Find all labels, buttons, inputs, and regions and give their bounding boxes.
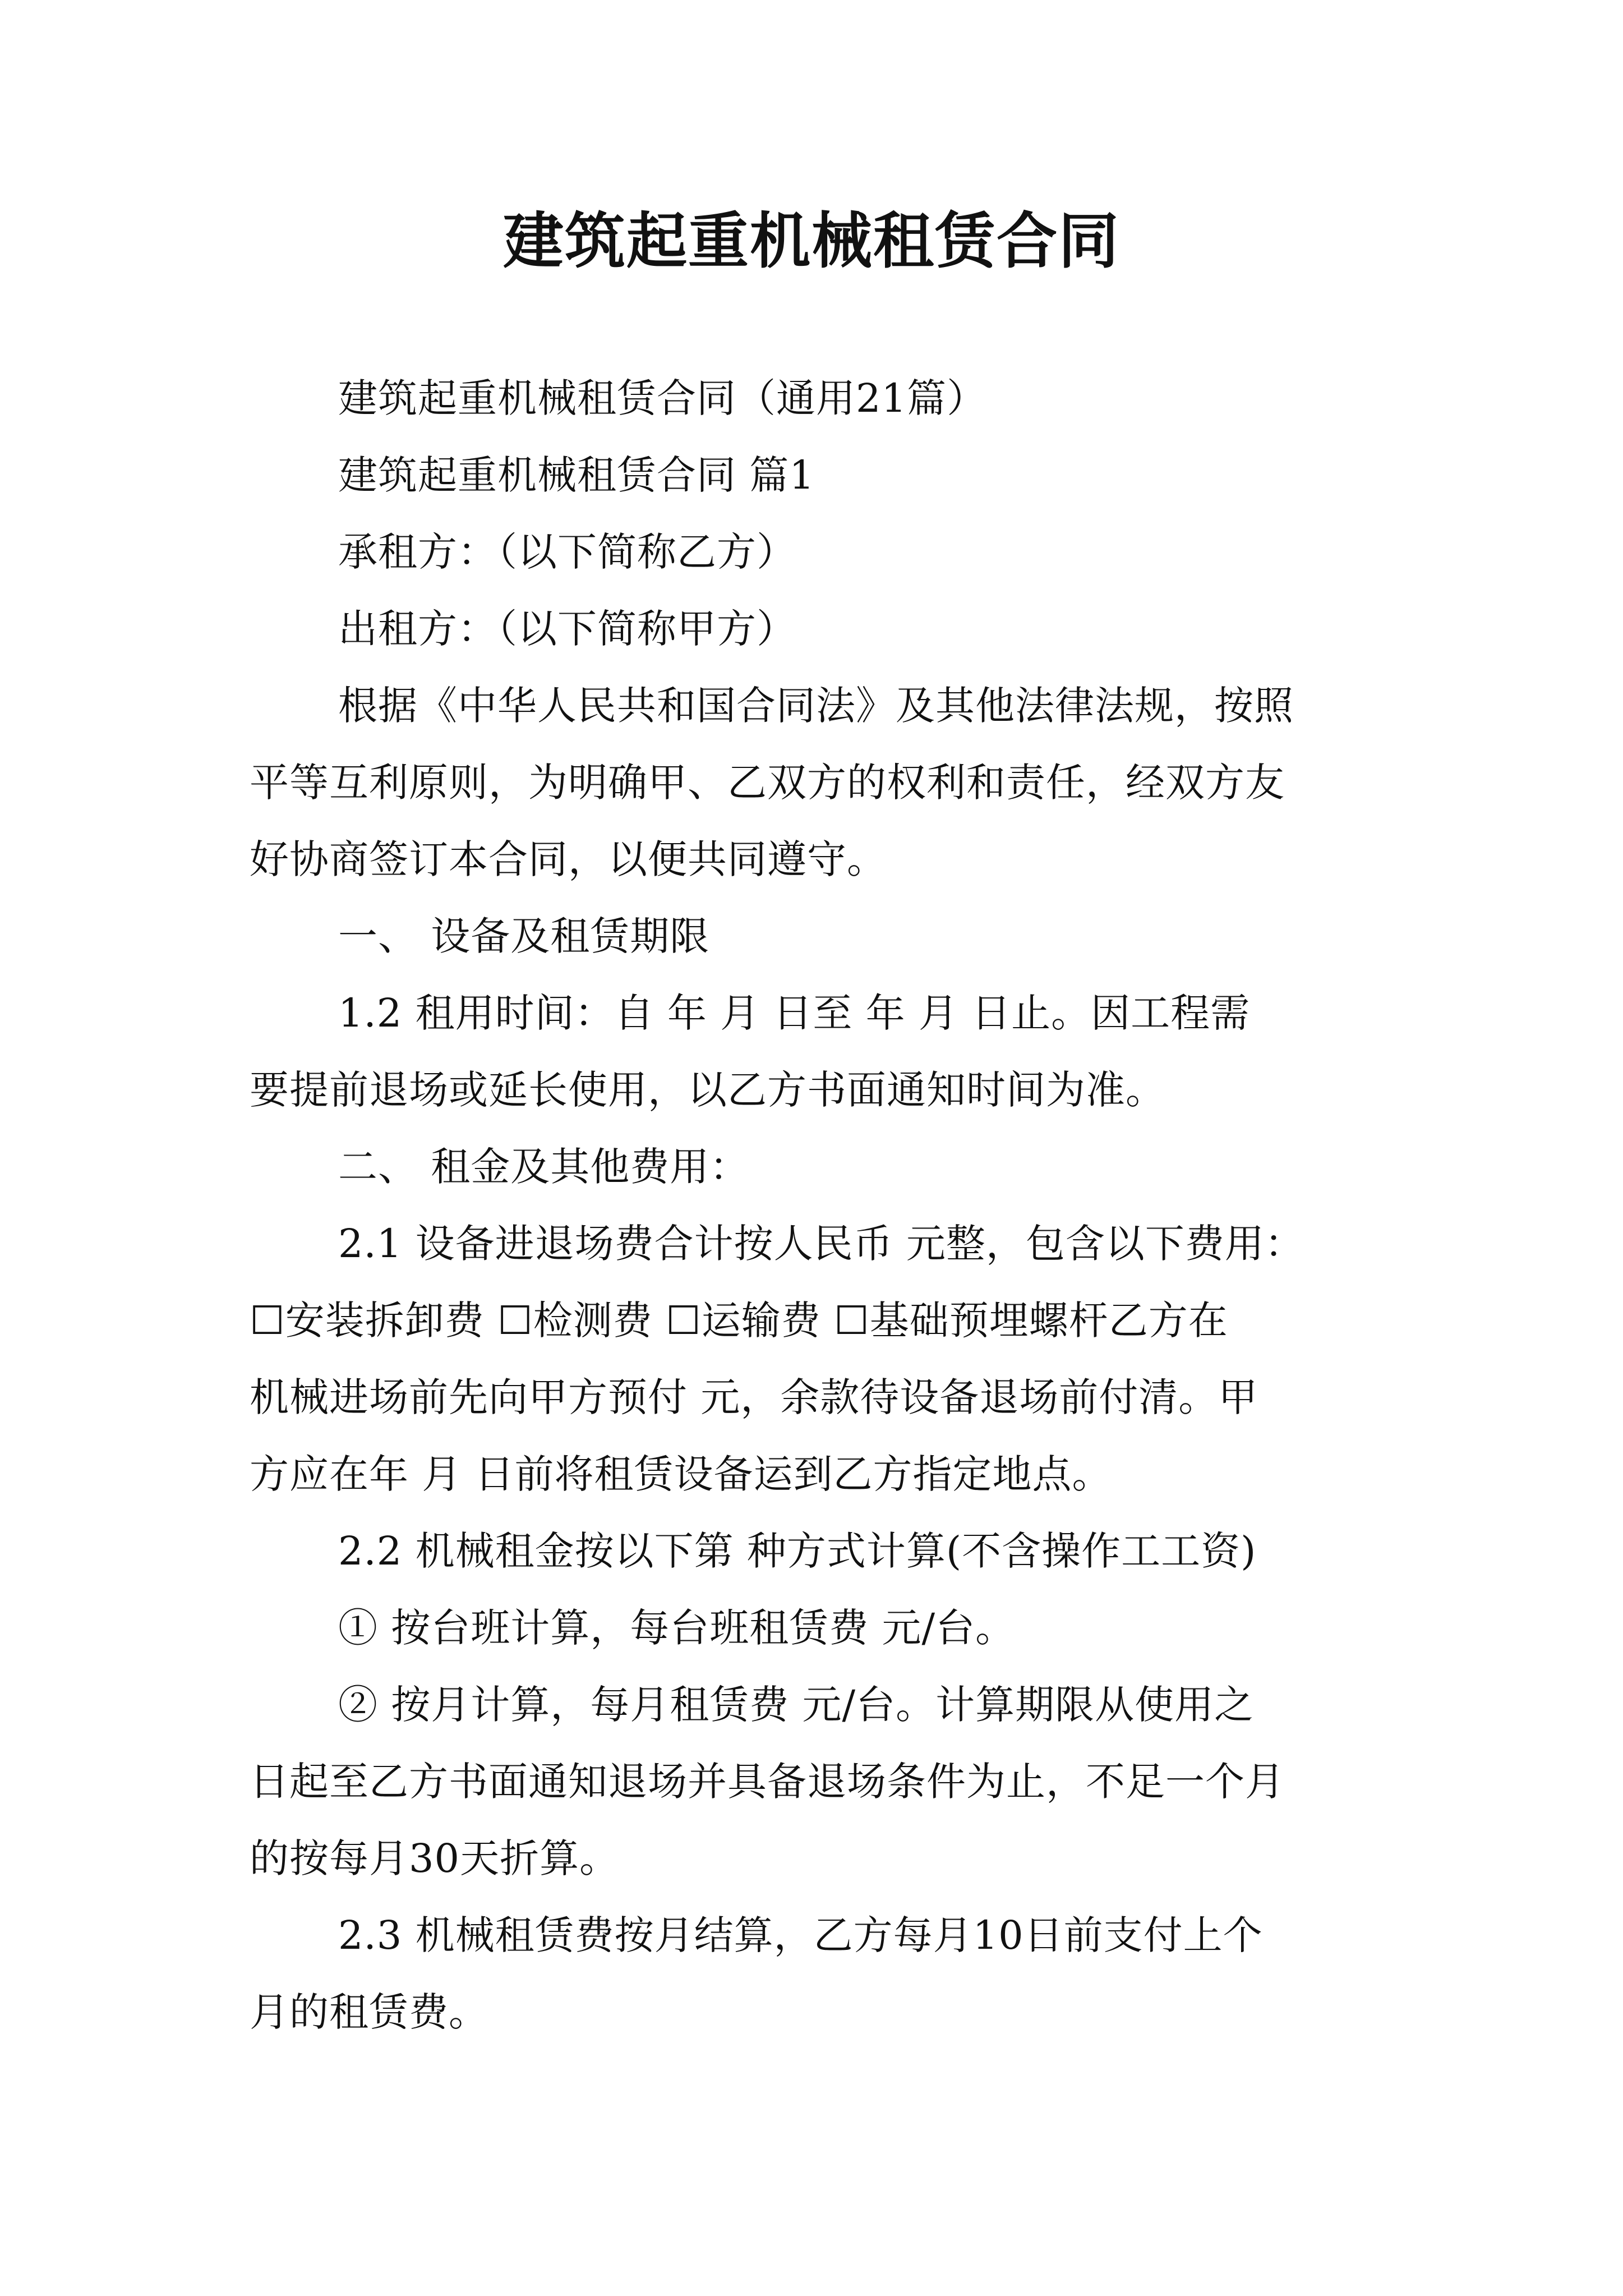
paragraph-line: 方应在年 月 日前将租赁设备运到乙方指定地点。	[250, 1451, 1112, 1497]
paragraph-line: 要提前退场或延长使用，以乙方书面通知时间为准。	[250, 1067, 1165, 1113]
paragraph-line: 机械进场前先向甲方预付 元，余款待设备退场前付清。甲	[250, 1374, 1258, 1420]
lessee-line: 承租方：（以下简称乙方）	[338, 529, 796, 575]
document-title: 建筑起重机械租赁合同	[502, 206, 1120, 277]
section-heading: 二、 租金及其他费用：	[338, 1144, 750, 1190]
checkbox-options-line: ☐安装拆卸费 ☐检测费 ☐运输费 ☐基础预埋螺杆乙方在	[250, 1297, 1228, 1343]
subtitle-line: 建筑起重机械租赁合同（通用21篇）	[338, 375, 987, 421]
paragraph-line: 好协商签订本合同，以便共同遵守。	[250, 836, 887, 882]
paragraph-line: 的按每月30天折算。	[250, 1835, 620, 1881]
paragraph-line: 平等互利原则，为明确甲、乙双方的权利和责任，经双方友	[250, 760, 1285, 806]
paragraph-line: 日起至乙方书面通知退场并具备退场条件为止，不足一个月	[250, 1759, 1285, 1805]
list-item: ② 按月计算，每月租赁费 元/台。计算期限从使用之	[338, 1682, 1255, 1728]
paragraph-line: 月的租赁费。	[250, 1989, 488, 2035]
paragraph-line: 2.3 机械租赁费按月结算，乙方每月10日前支付上个	[338, 1912, 1263, 1958]
paragraph-line: 2.2 机械租金按以下第 种方式计算(不含操作工工资)	[338, 1528, 1257, 1574]
paragraph-line: 1.2 租用时间：自 年 月 日至 年 月 日止。因工程需	[338, 990, 1251, 1036]
section-heading: 建筑起重机械租赁合同 篇1	[338, 452, 815, 498]
list-item: ① 按台班计算，每台班租赁费 元/台。	[338, 1605, 1016, 1651]
paragraph-line: 根据《中华人民共和国合同法》及其他法律法规，按照	[338, 683, 1294, 729]
paragraph-line: 2.1 设备进退场费合计按人民币 元整，包含以下费用：	[338, 1221, 1304, 1267]
section-heading: 一、 设备及租赁期限	[338, 913, 710, 959]
lessor-line: 出租方：（以下简称甲方）	[338, 606, 796, 652]
